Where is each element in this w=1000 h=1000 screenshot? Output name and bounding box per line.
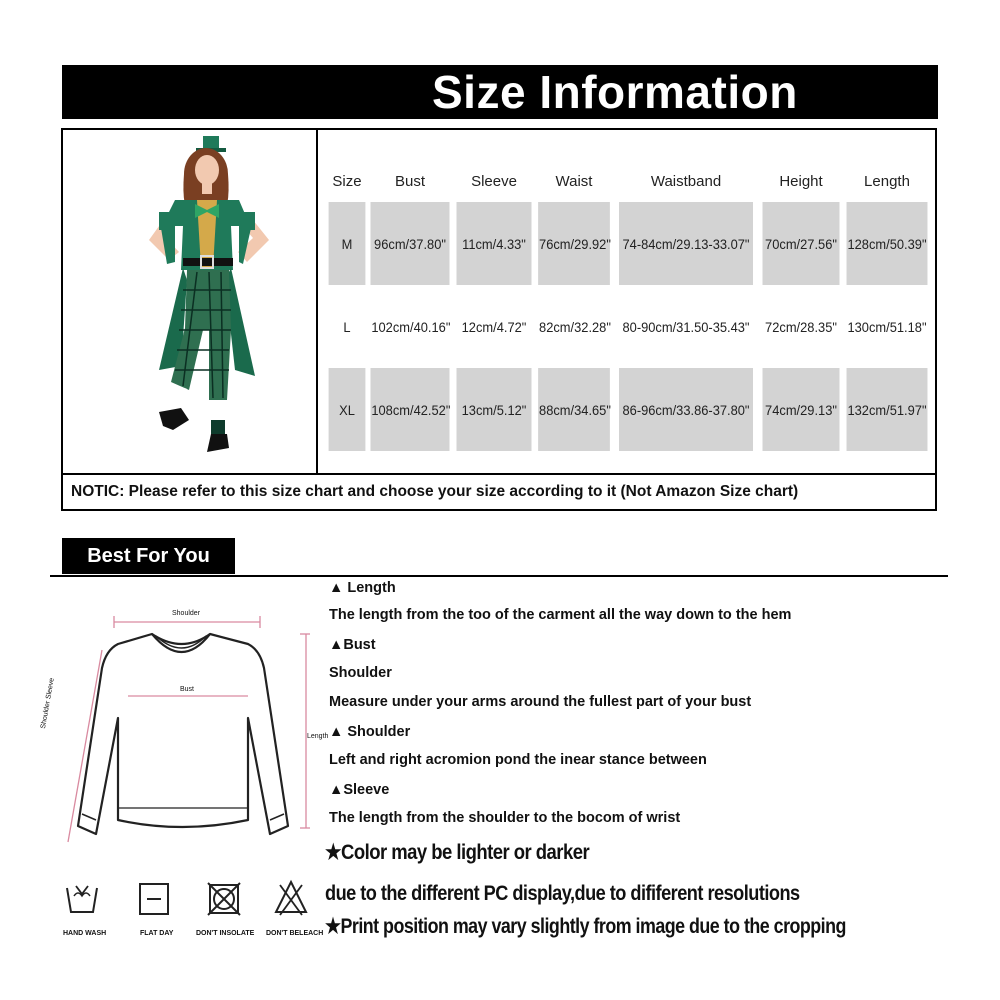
table-cell: 11cm/4.33" <box>456 202 531 285</box>
section-divider <box>50 575 948 577</box>
sleeve-label: Shoulder Sleeve <box>40 677 56 730</box>
section-title: Best For You <box>62 538 235 574</box>
do-not-tumble-dry-icon <box>206 881 242 917</box>
table-cell: 72cm/28.35" <box>765 318 837 335</box>
column-header: Size <box>332 172 362 190</box>
table-row <box>327 368 931 451</box>
size-chart-box <box>61 128 937 511</box>
table-cell: 74cm/29.13" <box>762 368 839 451</box>
table-header-row <box>327 160 931 202</box>
care-label: FLAT DAY <box>140 930 174 937</box>
shoulder-label: Shoulder <box>172 610 201 617</box>
shoulder-text: Shoulder <box>329 665 392 681</box>
sleeve-description: The length from the shoulder to the bocom of wrist <box>329 810 681 826</box>
flat-dry-icon <box>138 882 170 916</box>
table-cell: XL <box>329 368 366 451</box>
color-note: ★Color may be lighter or darker <box>325 841 590 864</box>
bust-description: Measure under your arms around the fullest part of your bust <box>329 694 752 710</box>
column-header: Sleeve <box>471 172 517 190</box>
table-cell: L <box>343 318 351 335</box>
measurement-diagram <box>52 598 312 860</box>
model-photo <box>63 130 318 473</box>
sleeve-heading: ▲Sleeve <box>329 782 390 798</box>
care-label: DON'T INSOLATE <box>196 930 255 937</box>
costume-model-illustration <box>63 130 314 473</box>
table-cell: 12cm/4.72" <box>461 318 527 335</box>
shoulder-description: Left and right acromion pond the inear stance between <box>329 752 707 768</box>
table-cell: 74-84cm/29.13-33.07" <box>619 202 753 285</box>
length-description: The length from the too of the carment all the way down to the hem <box>329 607 792 623</box>
table-row <box>327 285 931 368</box>
table-cell: 80-90cm/31.50-35.43" <box>622 318 750 335</box>
table-cell: 128cm/50.39" <box>847 202 928 285</box>
title-banner <box>62 65 938 119</box>
display-note: due to the different PC display,due to dififerent resolutions <box>325 882 800 905</box>
table-cell: M <box>329 202 366 285</box>
table-cell: 13cm/5.12" <box>456 368 531 451</box>
table-cell: 96cm/37.80" <box>370 202 449 285</box>
column-header: Waist <box>555 172 593 190</box>
shoulder-heading: ▲ Shoulder <box>329 724 411 740</box>
table-cell: 130cm/51.18" <box>847 318 927 335</box>
size-table <box>327 160 931 451</box>
bust-heading: ▲Bust <box>329 637 376 653</box>
do-not-bleach-icon <box>274 879 308 917</box>
care-label: DON'T BELEACH <box>266 930 324 937</box>
table-cell: 88cm/34.65" <box>538 368 610 451</box>
hand-wash-icon <box>64 880 100 916</box>
column-header: Length <box>864 172 910 190</box>
sweater-outline <box>78 634 288 834</box>
column-header: Height <box>779 172 823 190</box>
length-heading: ▲ Length <box>329 580 396 596</box>
care-label: HAND WASH <box>63 930 107 937</box>
bust-label: Bust <box>180 686 195 693</box>
column-header: Waistband <box>650 172 722 190</box>
table-cell: 76cm/29.92" <box>538 202 610 285</box>
table-row <box>327 202 931 285</box>
table-cell: 82cm/32.28" <box>539 318 611 335</box>
length-label: Length <box>307 733 329 740</box>
column-header: Bust <box>394 172 425 190</box>
print-position-note: ★Print position may vary slightly from image due to the cropping <box>325 915 846 938</box>
table-cell: 132cm/51.97" <box>847 368 928 451</box>
size-notice: NOTIC: Please refer to this size chart and choose your size according to it (Not Amazon Size chart) <box>63 473 935 509</box>
table-cell: 102cm/40.16" <box>371 318 451 335</box>
table-cell: 86-96cm/33.86-37.80" <box>619 368 753 451</box>
page-title: Size Information <box>432 66 798 118</box>
table-cell: 108cm/42.52" <box>370 368 449 451</box>
table-cell: 70cm/27.56" <box>762 202 839 285</box>
